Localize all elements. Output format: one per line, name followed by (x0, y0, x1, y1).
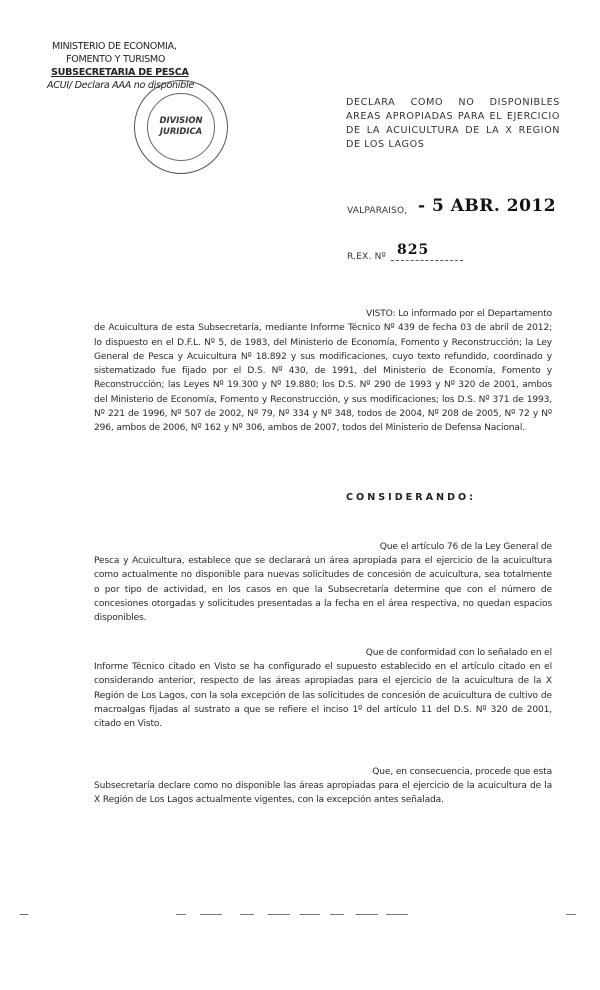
resolution-number-label: R.EX. Nº (347, 252, 386, 262)
resolution-number-underline (391, 260, 463, 261)
stamp-label-juridica: JURIDICA (159, 126, 203, 136)
considerando-heading: CONSIDERANDO: (346, 492, 477, 503)
scan-mark (176, 914, 186, 915)
considerando-2-lead: Que de conformidad con lo señalado en el (365, 648, 552, 658)
scan-mark (566, 914, 576, 915)
letterhead-fomento: FOMENTO Y TURISMO (66, 54, 166, 65)
considerando-3-text: Subsecretaría declare como no disponible las áreas apropiadas para el ejercicio de la acuicultura de la X Región de Los Lagos actualmente vigentes, con la excepción antes señalada. (94, 781, 552, 806)
visto-paragraph: VISTO: Lo informado por el Departamento de Acuicultura de esta Subsecretaría, mediante Informe Técnico Nº 439 de fecha 03 de abril de 2012; lo dispuesto en el D.F.L. Nº 5, de 1983, del Ministerio de Economía, Fomento y Reconstrucción; la Ley General de Pesca y Acuicultura Nº 18.892 y sus modificaciones, cuyo texto refundido, coordinado y sistematizado fue fijado por el D.S. Nº 430, de 1991, del Ministerio de Economía, Fomento y Reconstrucción; las Leyes Nº 19.300 y Nº 19.880; los D.S. Nº 290 de 1993 y Nº 320 de 2001, ambos del Ministerio de Economía, Fomento y Reconstrucción, y sus modificaciones; los D.S. Nº 371 de 1993, Nº 221 de 1996, Nº 507 de 2002, Nº 79, Nº 334 y Nº 348, todos de 2004, Nº 208 de 2005, Nº 72 y Nº 296, ambos de 2006, Nº 162 y Nº 306, ambos de 2007, todos del Ministerio de Defensa Nacional. (94, 309, 552, 434)
document-title: DECLARA COMO NO DISPONIBLES AREAS APROPIADAS PARA EL EJERCICIO DE LA ACUICULTURA DE LA X REGION DE LOS LAGOS (346, 97, 560, 150)
letterhead-reference: ACUI/ Declara AAA no disponible (47, 80, 194, 91)
letterhead-ministry: MINISTERIO DE ECONOMIA, (52, 41, 177, 52)
considerando-3-lead: Que, en consecuencia, procede que esta (372, 767, 552, 777)
division-juridica-stamp (134, 80, 228, 174)
place-label: VALPARAISO, (347, 206, 408, 216)
scan-mark (200, 914, 222, 915)
scan-mark (20, 914, 28, 915)
scan-mark (386, 914, 408, 915)
considerando-1-lead: Que el artículo 76 de la Ley General de (379, 542, 552, 552)
letterhead-subsecretaria: SUBSECRETARIA DE PESCA (51, 67, 189, 78)
resolution-number: 825 (397, 242, 430, 258)
scan-mark (268, 914, 290, 915)
considerando-2-text: Informe Técnico citado en Visto se ha configurado el supuesto establecido en el artículo citado en el considerando anterior, respecto de las áreas apropiadas para el ejercicio de la acuicultura de la X Región de Los Lagos, con la sola excepción de las solicitudes de concesión de acuicultura de cultivo de macroalgas fijadas al sustrato a que se refiere el inciso 1º del artículo 11 del D.S. Nº 320 de 2001, citado en Visto. (94, 662, 552, 730)
resolution-date: - 5 ABR. 2012 (418, 196, 557, 216)
scan-mark (356, 914, 378, 915)
scan-mark (300, 914, 320, 915)
scan-mark (240, 914, 254, 915)
considerando-1-text: Pesca y Acuicultura, establece que se declarará un área apropiada para el ejercicio de la acuicultura como actualmente no disponible para nuevas solicitudes de concesión de acuicultura, sea totalmente o por tipo de actividad, en los casos en que la Subsecretaría determine que con el número de concesiones otorgadas y solicitudes presentadas a la fecha en el área respectiva, no quedan espacios disponibles. (94, 556, 552, 624)
stamp-label-division: DIVISION (159, 115, 203, 125)
scan-mark (330, 914, 344, 915)
